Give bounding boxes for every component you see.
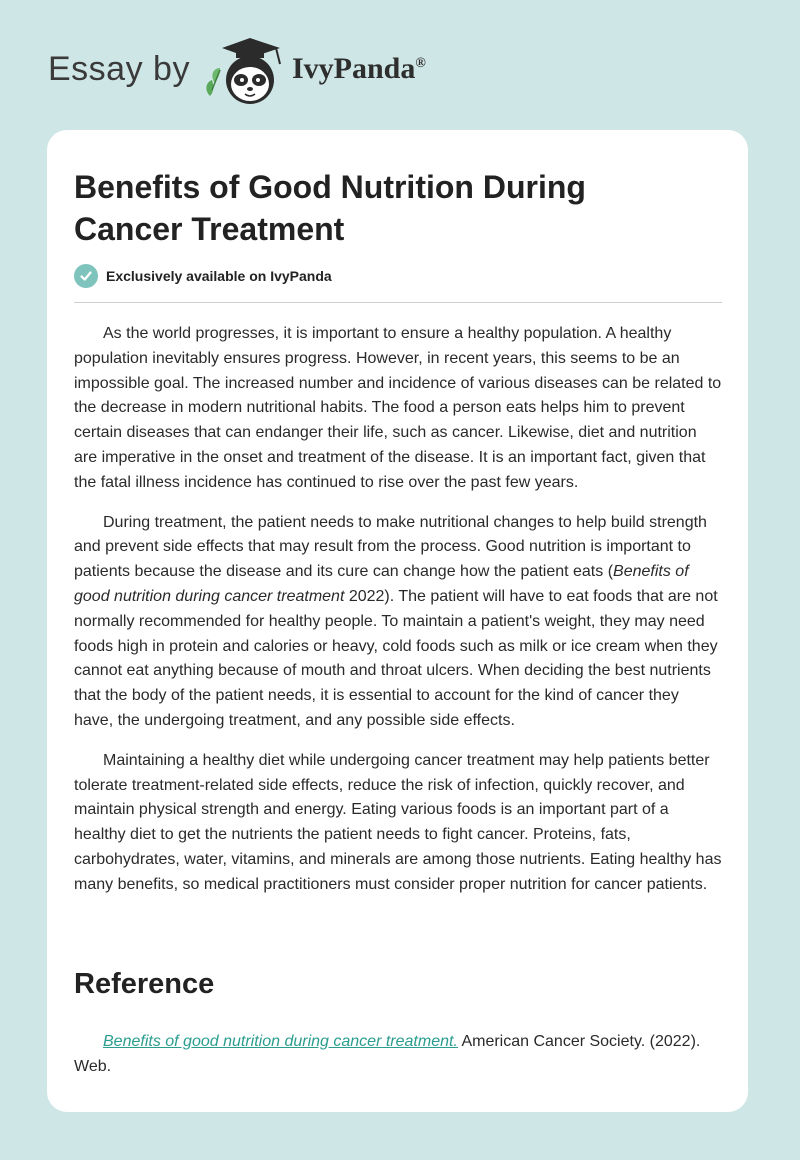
badge-label: Exclusively available on IvyPanda — [106, 268, 332, 284]
paragraph: During treatment, the patient needs to make nutritional changes to help build strength and prevent side effects that may result from the process. Good nutrition is important to patients because the disease and its cure can change how the patient eats (Benefits of good nutrition during cancer treatment 2022). The patient will have to eat foods that are not normally recommended for healthy people. To maintain a patient's weight, they may need foods high in protein and calories or heavy, cold foods such as milk or ice cream when they cannot eat anything because of mouth and throat ulcers. When deciding the best nutrients that the body of the patient needs, it is essential to account for the kind of cancer they have, the undergoing treatment, and any possible side effects. — [74, 513, 718, 729]
ivy-leaf-icon — [206, 68, 220, 96]
site-header — [0, 0, 800, 130]
reference-details: American Cancer Society. (2022). Web. — [74, 1033, 701, 1075]
checkmark-icon — [74, 264, 98, 288]
reference-entry — [74, 1030, 722, 1080]
citation: Benefits of good nutrition during cancer treatment — [74, 563, 689, 605]
essay-card — [47, 130, 748, 1112]
exclusive-badge — [74, 264, 332, 288]
paragraph: Maintaining a healthy diet while undergoing cancer treatment may help patients better tolerate treatment-related side effects, reduce the risk of infection, quickly recover, and maintain physical strength and energy. Eating various foods is an important part of a healthy diet to get the nutrients the patient needs to fight cancer. Proteins, fats, carbohydrates, water, vitamins, and minerals are among those nutrients. Eating healthy has many benefits, so medical practitioners must consider proper nutrition for cancer patients. — [74, 751, 722, 893]
panda-logo-icon[interactable] — [200, 34, 292, 110]
paragraph: As the world progresses, it is important to ensure a healthy population. A healthy population inevitably ensures progress. However, in recent years, this seems to be an impossible goal. The increased number and incidence of various diseases can be related to the decrease in modern nutritional habits. The food a person eats helps him to prevent certain diseases that can endanger their life, such as cancer. Likewise, diet and nutrition are imperative in the onset and treatment of the disease. It is an important fact, given that the fatal illness incidence has continued to rise over the past few years. — [74, 325, 722, 491]
reference-heading: Reference — [74, 968, 215, 1000]
brand-name[interactable]: IvyPanda® — [292, 52, 426, 85]
reference-link[interactable]: Benefits of good nutrition during cancer treatment. — [103, 1033, 458, 1050]
divider — [74, 302, 722, 303]
essay-body — [74, 322, 722, 913]
essay-by-label: Essay by — [48, 50, 190, 88]
page-title: Benefits of Good Nutrition During Cancer Treatment — [74, 169, 586, 247]
